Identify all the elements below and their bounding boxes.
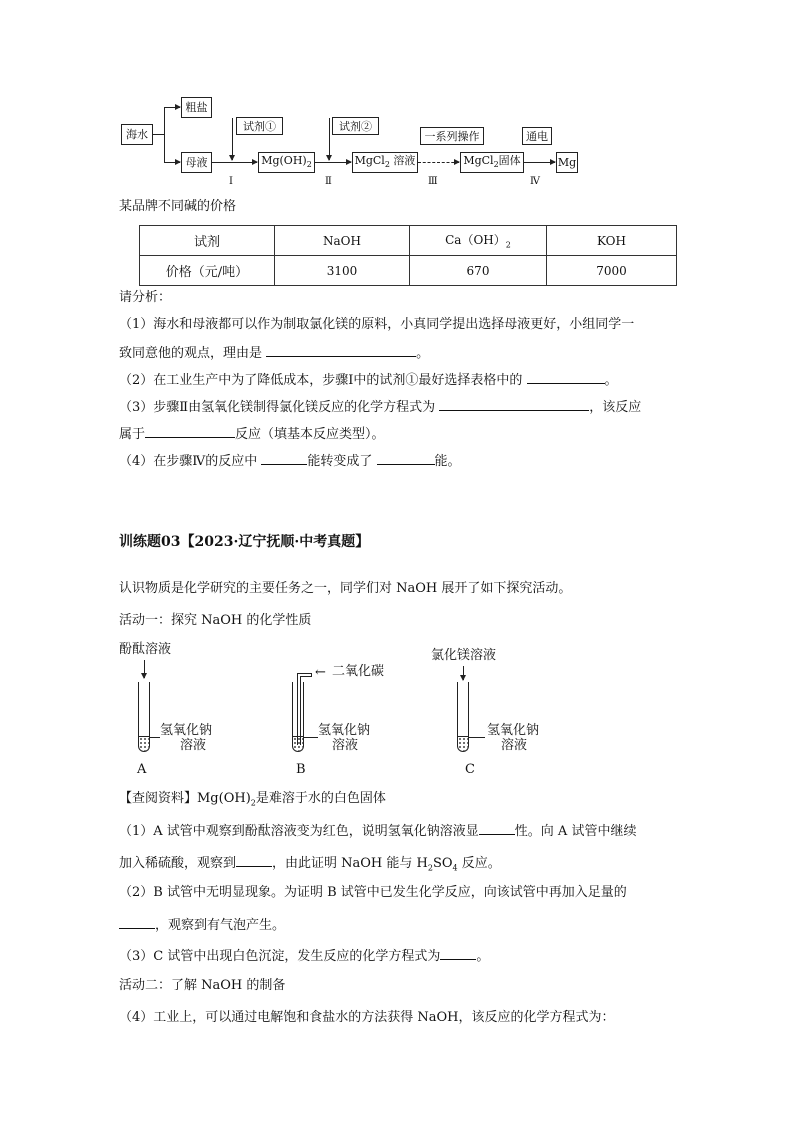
activity2-heading: 活动二：了解 NaOH 的制备 — [119, 978, 286, 993]
label-a: A — [137, 762, 147, 777]
reference-info: 【查阅资料】$Mg(OH)_2$是难溶于水的白色固体 — [119, 791, 386, 808]
reagent2-box — [332, 117, 379, 135]
mother-liquor-label: 母液 — [185, 156, 208, 169]
table-row — [140, 226, 677, 256]
arrow-step4 — [524, 162, 555, 163]
analysis-q4: （4）在步骤Ⅳ的反应中 能转变成了 能。 — [119, 454, 461, 469]
table-cell-naoh: 3100 — [275, 256, 410, 286]
arrow-step2 — [315, 162, 351, 163]
step2-label: Ⅱ — [325, 176, 332, 187]
analysis-q2: （2）在工业生产中为了降低成本，步骤Ⅰ中的试剂①最好选择表格中的 。 — [119, 373, 618, 388]
arrow-step1 — [212, 162, 257, 163]
step4-label: Ⅳ — [530, 176, 540, 187]
tube-a-liquid — [139, 736, 149, 751]
answer-blank[interactable] — [479, 823, 515, 835]
mgcl2-solid-label: MgCl$_2$固体 — [463, 154, 521, 170]
co2-tube-vertical-2 — [300, 676, 301, 745]
reagent2-label: 试剂② — [339, 119, 372, 133]
table-header-reagent: 试剂 — [140, 226, 275, 256]
analysis-q3-line1: （3）步骤Ⅱ由氢氧化镁制得氯化镁反应的化学方程式为 ，该反应 — [119, 400, 642, 415]
branch-line-v — [164, 107, 165, 162]
tube-c-pointer — [469, 737, 485, 738]
arrow-step3 — [418, 162, 459, 163]
crude-salt-label: 粗盐 — [185, 101, 208, 114]
co2-label: 二氧化碳 — [332, 664, 385, 679]
question-1-line1: （1）A 试管中观察到酚酞溶液变为红色，说明氢氧化钠溶液显 性。向 A 试管中继续 — [119, 824, 637, 839]
step1-label: Ⅰ — [229, 176, 233, 187]
answer-blank[interactable] — [261, 453, 307, 465]
tube-a-pointer — [150, 737, 160, 738]
phenolphthalein-arrow — [144, 660, 145, 678]
answer-blank[interactable] — [236, 855, 272, 867]
price-table — [139, 225, 677, 286]
section-title: 训练题03【2023·辽宁抚顺·中考真题】 — [119, 534, 370, 550]
seawater-label: 海水 — [126, 128, 148, 141]
question-2-line2: ，观察到有气泡产生。 — [119, 917, 285, 932]
table-row-label: 价格（元/吨） — [140, 256, 275, 286]
mgcl2-solution-box — [352, 152, 418, 173]
answer-blank[interactable] — [119, 917, 155, 929]
answer-blank[interactable] — [440, 948, 476, 960]
answer-blank[interactable] — [439, 399, 589, 411]
co2-arrow: ← — [315, 665, 326, 680]
tube-b-liquid — [293, 736, 303, 751]
series-ops-label: 一系列操作 — [424, 129, 480, 143]
tube-a-naoh-label: 氢氧化钠 溶液 — [160, 723, 213, 753]
test-tube-b — [292, 682, 304, 752]
answer-blank[interactable] — [527, 372, 605, 384]
table-header-koh: KOH — [547, 226, 677, 256]
mg-label: Mg — [557, 156, 577, 169]
table-header-naoh: NaOH — [275, 226, 410, 256]
analysis-q1-line2: 致同意他的观点，理由是 。 — [119, 346, 430, 361]
test-tube-a — [138, 682, 150, 752]
mgcl2-arrow — [463, 666, 464, 680]
analysis-q3-line2: 属于 反应（填基本反应类型）。 — [119, 427, 385, 442]
section-intro: 认识物质是化学研究的主要任务之一，同学们对 NaOH 展开了如下探究活动。 — [119, 581, 572, 596]
phenolphthalein-label: 酚酞溶液 — [119, 642, 172, 657]
arrow-to-mother-liquor — [164, 162, 180, 163]
tube-c-naoh-label: 氢氧化钠 溶液 — [487, 723, 540, 753]
arrow-to-crude-salt — [164, 107, 180, 108]
mgcl2-solid-box — [460, 152, 524, 173]
mgcl2-solution-label: 氯化镁溶液 — [431, 648, 497, 663]
step3-label: Ⅲ — [428, 176, 438, 187]
co2-tube-vertical — [297, 673, 298, 745]
tube-c-liquid — [458, 736, 468, 751]
label-b: B — [296, 762, 306, 777]
reagent2-arrow — [329, 118, 330, 160]
answer-blank[interactable] — [377, 453, 435, 465]
seawater-box — [121, 124, 153, 145]
table-header-caoh2: $Ca(OH)_2$ — [410, 226, 547, 256]
mgoh2-label: $Mg(OH)_2$ — [261, 154, 312, 170]
electrify-box — [522, 127, 552, 145]
test-tube-c — [457, 682, 469, 752]
analysis-intro: 请分析： — [119, 290, 172, 305]
mother-liquor-box — [181, 152, 212, 173]
tube-b-pointer — [304, 737, 318, 738]
electrify-label: 通电 — [526, 129, 548, 143]
answer-blank[interactable] — [266, 345, 416, 357]
co2-tube-horizontal-2 — [300, 676, 311, 677]
mg-box — [556, 152, 578, 173]
co2-tube-horizontal — [297, 673, 311, 674]
activity1-heading: 活动一：探究 NaOH 的化学性质 — [119, 613, 312, 628]
reagent1-arrow — [232, 118, 233, 160]
reagent1-box — [236, 117, 283, 135]
crude-salt-box — [181, 97, 212, 118]
question-2-line1: （2）B 试管中无明显现象。为证明 B 试管中已发生化学反应，向该试管中再加入足量的 — [119, 885, 627, 900]
mgcl2-solution-label: MgCl$_2$ 溶液 — [354, 154, 416, 170]
table-cell-caoh2: 670 — [410, 256, 547, 286]
question-4: （4）工业上，可以通过电解饱和食盐水的方法获得 NaOH，该反应的化学方程式为： — [119, 1010, 615, 1025]
label-c: C — [465, 762, 475, 777]
price-table-caption: 某品牌不同碱的价格 — [119, 199, 237, 214]
question-3: （3）C 试管中出现白色沉淀，发生反应的化学方程式为 。 — [119, 949, 490, 964]
series-ops-box — [420, 127, 484, 145]
co2-tube-end — [311, 673, 312, 677]
table-row — [140, 256, 677, 286]
reagent1-label: 试剂① — [243, 119, 276, 133]
analysis-q1-line1: （1）海水和母液都可以作为制取氯化镁的原料，小真同学提出选择母液更好，小组同学一 — [119, 317, 635, 332]
answer-blank[interactable] — [145, 426, 235, 438]
table-cell-koh: 7000 — [547, 256, 677, 286]
question-1-line2: 加入稀硫酸，观察到 ，由此证明 NaOH 能与 $H_2SO_4$ 反应。 — [119, 856, 501, 873]
tube-b-naoh-label: 氢氧化钠 溶液 — [318, 723, 371, 753]
mgoh2-box — [258, 152, 315, 173]
